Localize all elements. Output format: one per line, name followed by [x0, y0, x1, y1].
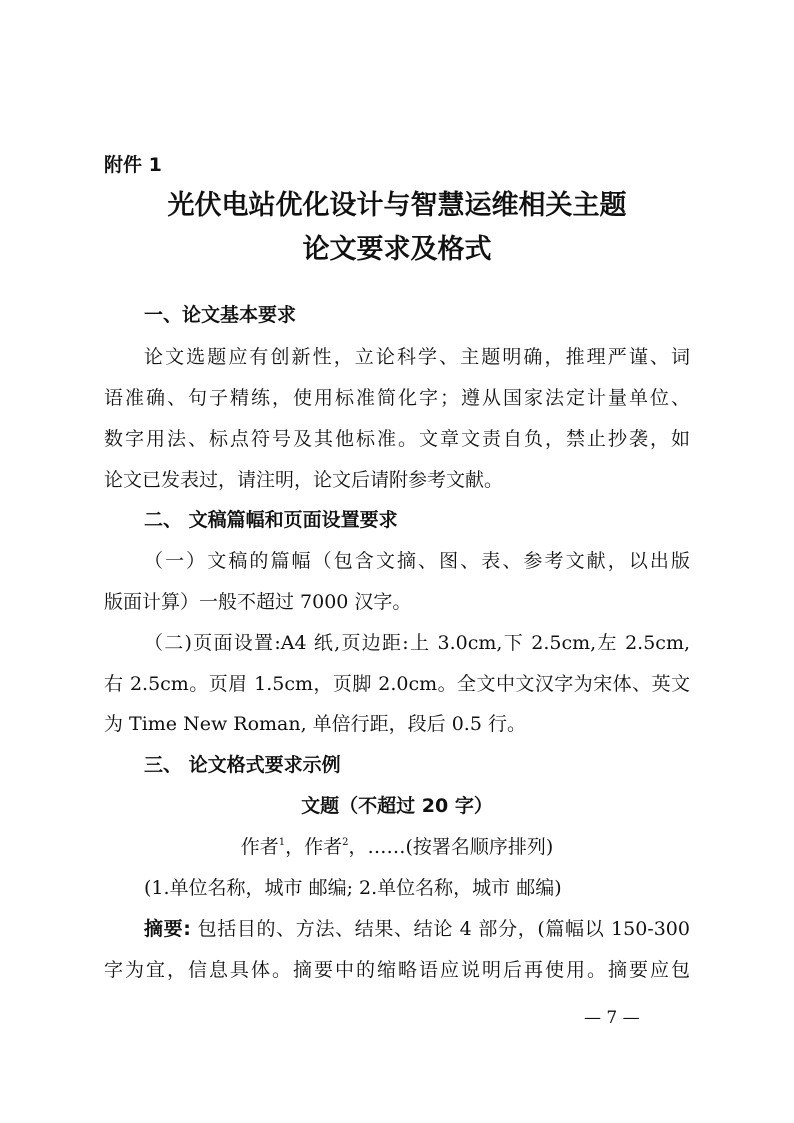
- section-1-line: 数字用法、标点符号及其他标准。文章文责自负，禁止抄袭，如: [104, 428, 690, 450]
- author-name: 作者: [240, 836, 279, 858]
- page-number: — 7 —: [584, 1008, 640, 1028]
- abstract-line: [144, 916, 690, 942]
- page-title-line-2: 论文要求及格式: [302, 234, 492, 265]
- section-2-heading: 二、 文稿篇幅和页面设置要求: [144, 509, 398, 531]
- author-superscript: 2: [342, 837, 349, 848]
- abstract-label: 摘要:: [144, 918, 191, 940]
- section-2-line: 为 Time New Roman, 单倍行距，段后 0.5 行。: [104, 713, 526, 735]
- authors-note: ，……(按署名顺序排列): [348, 836, 554, 858]
- abstract-text: 包括目的、方法、结果、结论 4 部分，(篇幅以 150-300: [197, 918, 690, 940]
- author-name: 作者: [304, 836, 343, 858]
- example-affiliation: (1.单位名称，城市 邮编; 2.单位名称，城市 邮编): [144, 877, 562, 899]
- attachment-label: 附件 1: [104, 154, 162, 176]
- section-1-line: 论文已发表过，请注明，论文后请附参考文献。: [104, 469, 504, 491]
- section-2-line: 右 2.5cm。页眉 1.5cm，页脚 2.0cm。全文中文汉字为宋体、英文: [104, 673, 690, 695]
- section-2-line: （一）文稿的篇幅（包含文摘、图、表、参考文献，以出版: [144, 550, 690, 572]
- example-authors: [0, 834, 794, 860]
- abstract-line: 字为宜，信息具体。摘要中的缩略语应说明后再使用。摘要应包: [104, 959, 690, 981]
- author-separator: ，: [285, 836, 305, 858]
- section-2-line: 版面计算）一般不超过 7000 汉字。: [104, 591, 412, 613]
- section-1-heading: 一、论文基本要求: [144, 304, 297, 326]
- section-2-line: （二)页面设置:A4 纸,页边距:上 3.0cm,下 2.5cm,左 2.5cm,: [144, 632, 690, 654]
- section-1-line: 论文选题应有创新性，立论科学、主题明确，推理严谨、词: [144, 346, 690, 368]
- section-1-line: 语准确、句子精练，使用标准简化字；遵从国家法定计量单位、: [104, 387, 690, 409]
- page-title-line-1: 光伏电站优化设计与智慧运维相关主题: [167, 190, 627, 221]
- author-superscript: 1: [278, 837, 286, 848]
- section-3-heading: 三、 论文格式要求示例: [144, 754, 341, 776]
- example-title: 文题（不超过 20 字）: [301, 795, 493, 817]
